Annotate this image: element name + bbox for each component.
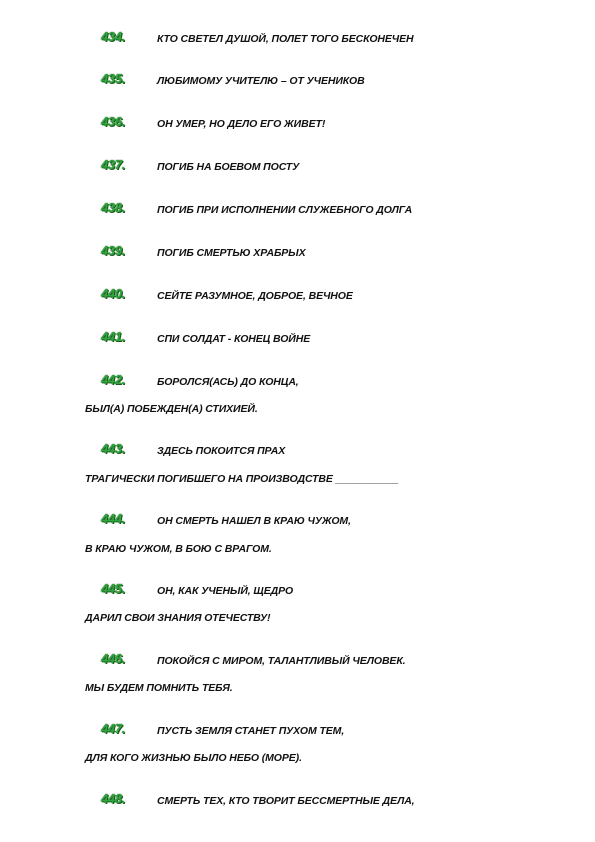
entry-number: 445. <box>101 581 126 596</box>
entry-number: 447. <box>101 721 126 736</box>
entry-text-continuation: МЫ БУДЕМ ПОМНИТЬ ТЕБЯ. <box>85 682 233 694</box>
entry-number: 440. <box>101 286 126 301</box>
entry-text: ПУСТЬ ЗЕМЛЯ СТАНЕТ ПУХОМ ТЕМ, <box>157 725 345 737</box>
entry-text: КТО СВЕТЕЛ ДУШОЙ, ПОЛЕТ ТОГО БЕСКОНЕЧЕН <box>157 33 414 45</box>
entry-text: ЗДЕСЬ ПОКОИТСЯ ПРАХ <box>157 445 286 457</box>
entry-text: БОРОЛСЯ(АСЬ) ДО КОНЦА, <box>157 376 299 388</box>
entry-number: 439. <box>101 243 126 258</box>
entry-text: ПОГИБ ПРИ ИСПОЛНЕНИИ СЛУЖЕБНОГО ДОЛГА <box>157 204 413 216</box>
entry-text-continuation: ДЛЯ КОГО ЖИЗНЬЮ БЫЛО НЕБО (МОРЕ). <box>85 752 302 764</box>
entry-text: СПИ СОЛДАТ - КОНЕЦ ВОЙНЕ <box>157 333 311 345</box>
entry-text: ОН УМЕР, НО ДЕЛО ЕГО ЖИВЕТ! <box>157 118 326 130</box>
entry-text-continuation: ТРАГИЧЕСКИ ПОГИБШЕГО НА ПРОИЗВОДСТВЕ ___________ <box>85 473 399 485</box>
entry-text: ОН, КАК УЧЕНЫЙ, ЩЕДРО <box>157 585 294 597</box>
entry-number: 448. <box>101 791 126 806</box>
entry-text: ПОКОЙСЯ С МИРОМ, ТАЛАНТЛИВЫЙ ЧЕЛОВЕК. <box>157 655 406 667</box>
entry-text: ОН СМЕРТЬ НАШЕЛ В КРАЮ ЧУЖОМ, <box>157 515 351 527</box>
entry-number: 442. <box>101 372 126 387</box>
entry-number: 438. <box>101 200 126 215</box>
entry-text-continuation: БЫЛ(А) ПОБЕЖДЕН(А) СТИХИЕЙ. <box>85 403 258 415</box>
entry-number: 444. <box>101 511 126 526</box>
entry-text: СЕЙТЕ РАЗУМНОЕ, ДОБРОЕ, ВЕЧНОЕ <box>157 290 353 302</box>
entry-number: 441. <box>101 329 126 344</box>
entry-number: 435. <box>101 71 126 86</box>
entry-number: 437. <box>101 157 126 172</box>
entry-text: ПОГИБ СМЕРТЬЮ ХРАБРЫХ <box>157 247 306 259</box>
entry-text: ЛЮБИМОМУ УЧИТЕЛЮ – ОТ УЧЕНИКОВ <box>157 75 365 87</box>
entry-text: СМЕРТЬ ТЕХ, КТО ТВОРИТ БЕССМЕРТНЫЕ ДЕЛА, <box>157 795 415 807</box>
entry-text-continuation: ДАРИЛ СВОИ ЗНАНИЯ ОТЕЧЕСТВУ! <box>85 612 271 624</box>
entry-number: 443. <box>101 441 126 456</box>
entry-number: 446. <box>101 651 126 666</box>
entry-text-continuation: В КРАЮ ЧУЖОМ, В БОЮ С ВРАГОМ. <box>85 543 272 555</box>
entry-number: 436. <box>101 114 126 129</box>
entry-text: ПОГИБ НА БОЕВОМ ПОСТУ <box>157 161 300 173</box>
entry-number: 434. <box>101 29 126 44</box>
